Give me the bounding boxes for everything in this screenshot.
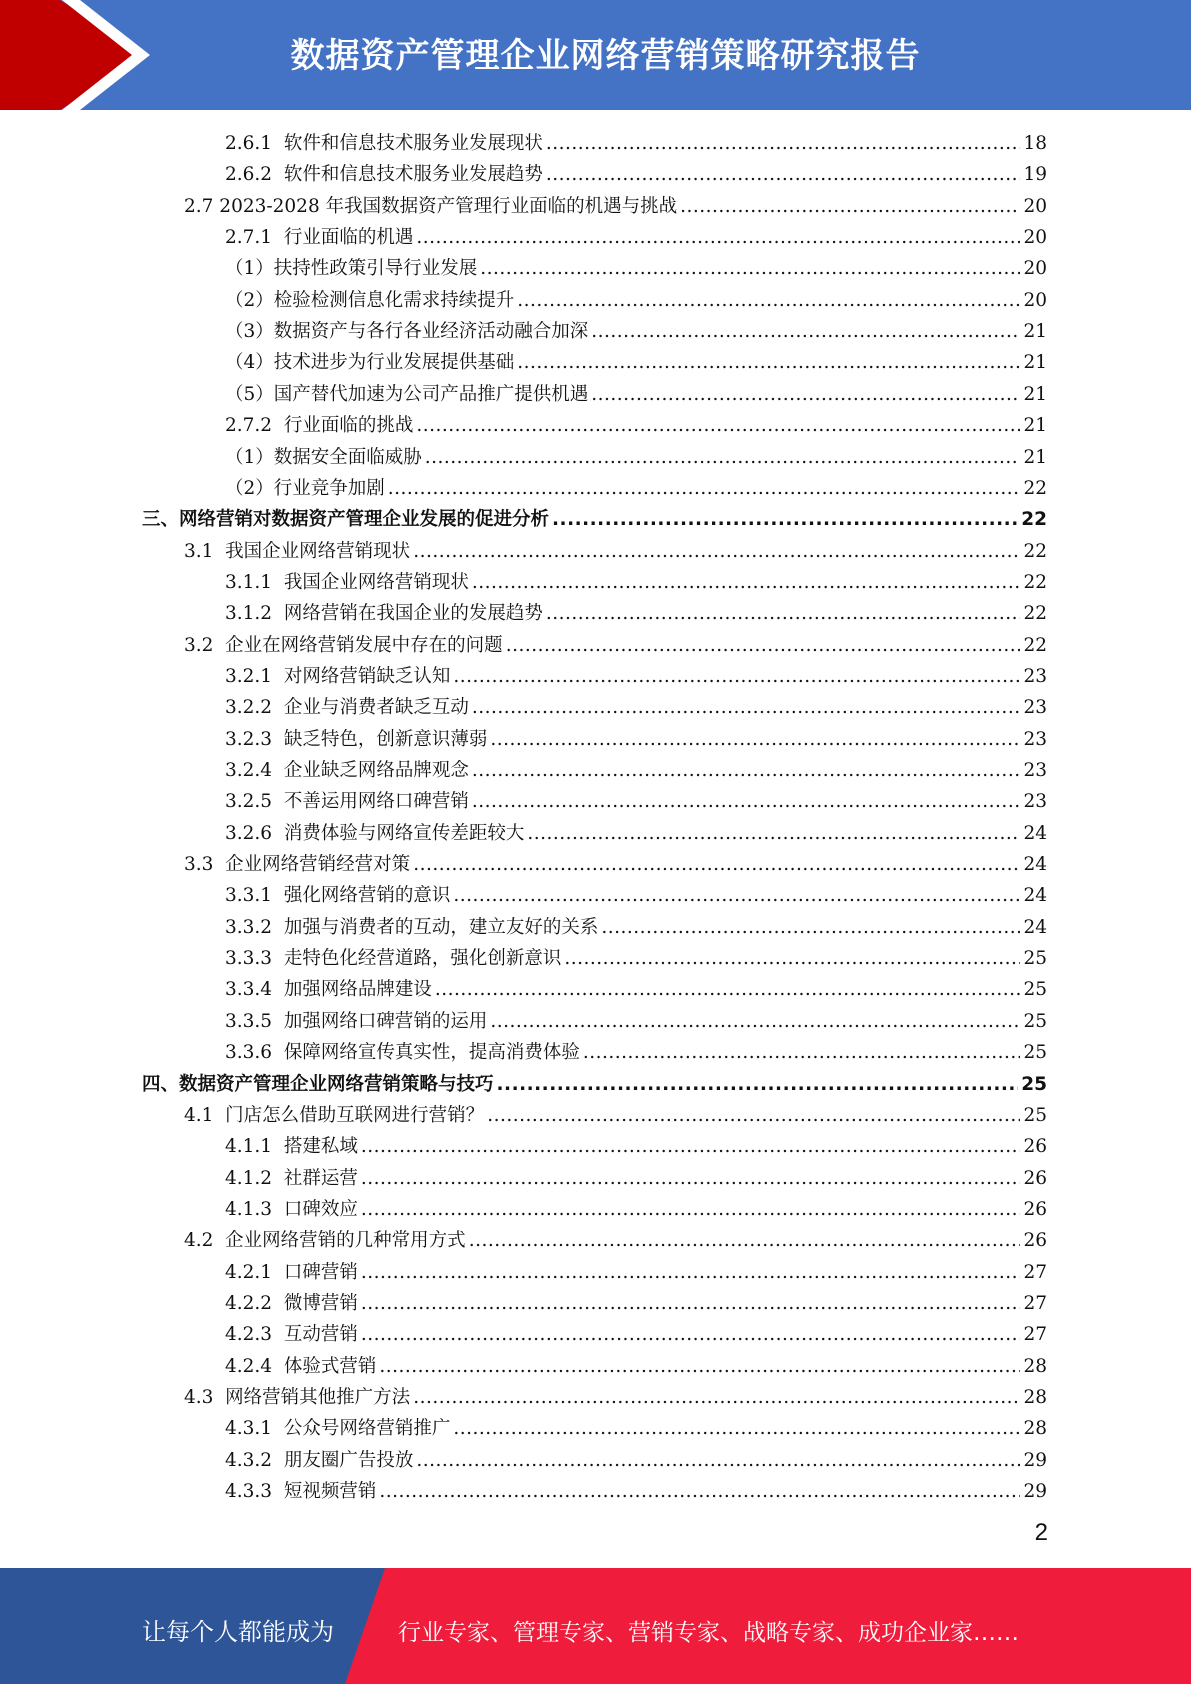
toc-entry[interactable] (184, 536, 1047, 567)
toc-leader-dots (361, 1194, 1021, 1225)
toc-leader-dots (472, 692, 1021, 723)
toc-entry-label: 4.3 网络营销其他推广方法 (184, 1387, 411, 1408)
toc-entry-label: 2.6.1 软件和信息技术服务业发展现状 (225, 133, 543, 154)
toc-entry[interactable] (225, 410, 1047, 441)
toc-entry-page: 21 (1023, 415, 1047, 437)
toc-entry[interactable] (225, 724, 1047, 755)
toc-entry[interactable] (225, 1131, 1047, 1162)
toc-entry[interactable] (184, 1100, 1047, 1131)
toc-entry[interactable] (225, 1006, 1047, 1037)
toc-entry-page: 26 (1023, 1198, 1047, 1220)
toc-entry[interactable] (142, 504, 1047, 535)
toc-entry-label: 3.1 我国企业网络营销现状 (184, 540, 411, 562)
toc-entry[interactable] (225, 285, 1047, 316)
toc-entry-page: 25 (1023, 1104, 1047, 1126)
toc-entry[interactable] (225, 692, 1047, 723)
toc-leader-dots (379, 1351, 1020, 1382)
toc-entry-page: 23 (1023, 697, 1047, 719)
toc-entry-label: （3）数据资产与各行各业经济活动融合加深 (225, 321, 589, 343)
toc-entry[interactable] (225, 1413, 1047, 1444)
toc-leader-dots (497, 1069, 1019, 1100)
toc-entry-label: 4.2.1 口碑营销 (225, 1261, 358, 1283)
toc-entry-label: （1）数据安全面临威胁 (225, 446, 422, 468)
toc-entry[interactable] (184, 849, 1047, 880)
toc-entry-label: 四、数据资产管理企业网络营销策略与技巧 (142, 1073, 494, 1095)
toc-leader-dots (416, 222, 1020, 253)
toc-leader-dots (680, 191, 1020, 222)
toc-entry-page: 21 (1023, 383, 1047, 405)
page-footer (0, 1568, 1191, 1684)
toc-leader-dots (517, 347, 1020, 378)
toc-leader-dots (413, 1382, 1020, 1413)
toc-entry-label: （5）国产替代加速为公司产品推广提供机遇 (225, 383, 589, 405)
toc-entry[interactable] (225, 442, 1047, 473)
toc-leader-dots (453, 880, 1020, 911)
toc-leader-dots (517, 285, 1020, 316)
toc-entry-label: 3.3.1 强化网络营销的意识 (225, 885, 451, 907)
toc-entry-page: 20 (1023, 195, 1047, 217)
toc-entry[interactable] (225, 316, 1047, 347)
toc-entry[interactable] (225, 1257, 1047, 1288)
toc-entry[interactable] (225, 880, 1047, 911)
toc-entry-label: 2.6.2 软件和信息技术服务业发展趋势 (225, 164, 543, 186)
toc-entry-label: （1）扶持性政策引导行业发展 (225, 258, 478, 280)
toc-leader-dots (546, 598, 1021, 629)
toc-entry-page: 22 (1023, 540, 1047, 562)
toc-entry[interactable] (225, 1445, 1047, 1476)
toc-entry-page: 25 (1023, 948, 1047, 970)
toc-entry[interactable] (225, 755, 1047, 786)
toc-entry[interactable] (184, 1382, 1047, 1413)
toc-entry[interactable] (142, 1069, 1047, 1100)
toc-entry-label: 4.2.2 微博营销 (225, 1292, 358, 1314)
toc-entry-page: 27 (1023, 1261, 1047, 1283)
toc-entry-label: 3.2.2 企业与消费者缺乏互动 (225, 697, 469, 719)
toc-entry[interactable] (225, 1319, 1047, 1350)
toc-leader-dots (490, 1006, 1020, 1037)
toc-entry-label: 3.2 企业在网络营销发展中存在的问题 (184, 634, 503, 656)
toc-leader-dots (361, 1163, 1021, 1194)
toc-entry-label: （4）技术进步为行业发展提供基础 (225, 352, 515, 374)
toc-leader-dots (552, 504, 1018, 535)
footer-slogan-left: 让每个人都能成为 (142, 1618, 334, 1646)
document-title: 数据资产管理企业网络营销策略研究报告 (290, 36, 921, 76)
toc-leader-dots (546, 128, 1021, 159)
toc-entry-label: （2）行业竞争加剧 (225, 477, 385, 499)
toc-entry-label: 3.3.3 走特色化经营道路，强化创新意识 (225, 948, 562, 970)
toc-entry-page: 20 (1023, 227, 1047, 249)
toc-entry-page: 21 (1023, 352, 1047, 374)
toc-entry-label: 3.3.6 保障网络宣传真实性，提高消费体验 (225, 1042, 580, 1064)
page-header (0, 0, 1191, 110)
toc-entry-label: 4.1.1 搭建私域 (225, 1136, 358, 1158)
toc-entry[interactable] (225, 347, 1047, 378)
toc-entry-page: 28 (1023, 1355, 1047, 1377)
toc-entry-label: 3.2.1 对网络营销缺乏认知 (225, 665, 451, 687)
toc-leader-dots (472, 786, 1021, 817)
toc-leader-dots (490, 724, 1020, 755)
toc-entry-label: 4.1.3 口碑效应 (225, 1198, 358, 1220)
toc-entry-page: 22 (1023, 603, 1047, 625)
toc-entry-label: 4.3.1 公众号网络营销推广 (225, 1418, 451, 1440)
toc-leader-dots (472, 755, 1021, 786)
toc-entry-page: 25 (1023, 979, 1047, 1001)
toc-entry-page: 29 (1023, 1449, 1047, 1471)
toc-entry[interactable] (225, 912, 1047, 943)
toc-leader-dots (546, 159, 1021, 190)
toc-entry[interactable] (225, 567, 1047, 598)
toc-leader-dots (591, 379, 1020, 410)
toc-entry-page: 20 (1023, 289, 1047, 311)
toc-entry-page: 28 (1023, 1418, 1047, 1440)
toc-entry-page: 24 (1023, 822, 1047, 844)
toc-leader-dots (435, 974, 1021, 1005)
toc-entry[interactable] (225, 661, 1047, 692)
toc-leader-dots (487, 1100, 1020, 1131)
toc-entry-page: 23 (1023, 728, 1047, 750)
toc-leader-dots (564, 943, 1020, 974)
toc-entry[interactable] (225, 222, 1047, 253)
toc-leader-dots (527, 818, 1020, 849)
toc-entry[interactable] (225, 159, 1047, 190)
toc-entry-label: 4.1.2 社群运营 (225, 1167, 358, 1189)
toc-entry[interactable] (225, 253, 1047, 284)
toc-entry[interactable] (225, 1288, 1047, 1319)
toc-entry-label: 4.3.3 短视频营销 (225, 1481, 377, 1503)
toc-entry-page: 26 (1023, 1136, 1047, 1158)
toc-entry-label: （2）检验检测信息化需求持续提升 (225, 289, 515, 311)
page-number: 2 (1034, 1519, 1048, 1546)
toc-entry[interactable] (184, 191, 1047, 222)
toc-leader-dots (583, 1037, 1021, 1068)
toc-entry-label: 4.2.4 体验式营销 (225, 1355, 377, 1377)
toc-entry-label: 2.7.2 行业面临的挑战 (225, 415, 414, 437)
toc-entry-label: 3.2.5 不善运用网络口碑营销 (225, 791, 469, 813)
toc-entry-label: 3.2.4 企业缺乏网络品牌观念 (225, 760, 469, 781)
toc-leader-dots (469, 1225, 1021, 1256)
toc-entry[interactable] (184, 1225, 1047, 1256)
toc-entry-page: 21 (1023, 321, 1047, 343)
toc-entry[interactable] (184, 630, 1047, 661)
toc-entry-label: 4.1 门店怎么借助互联网进行营销？ (184, 1104, 485, 1126)
toc-entry-label: 3.2.3 缺乏特色，创新意识薄弱 (225, 728, 488, 750)
toc-entry-page: 21 (1023, 446, 1047, 468)
toc-entry[interactable] (225, 1351, 1047, 1382)
toc-entry-label: 3.3.4 加强网络品牌建设 (225, 979, 432, 1001)
toc-entry[interactable] (225, 943, 1047, 974)
toc-entry-page: 25 (1023, 1010, 1047, 1032)
toc-entry[interactable] (225, 1476, 1047, 1507)
toc-entry[interactable] (225, 128, 1047, 159)
toc-entry-page: 18 (1023, 133, 1047, 154)
toc-entry-label: 3.3 企业网络营销经营对策 (184, 854, 411, 876)
toc-leader-dots (361, 1288, 1021, 1319)
toc-leader-dots (453, 1413, 1020, 1444)
toc-entry-page: 28 (1023, 1387, 1047, 1408)
toc-entry-label: 3.2.6 消费体验与网络宣传差距较大 (225, 822, 525, 844)
toc-entry[interactable] (225, 974, 1047, 1005)
toc-leader-dots (601, 912, 1020, 943)
toc-entry-page: 27 (1023, 1324, 1047, 1346)
toc-entry-page: 22 (1023, 571, 1047, 593)
toc-entry-page: 22 (1023, 477, 1047, 499)
toc-entry-label: 3.3.5 加强网络口碑营销的运用 (225, 1010, 488, 1032)
toc-entry-page: 22 (1023, 634, 1047, 656)
toc-leader-dots (453, 661, 1020, 692)
toc-entry[interactable] (225, 786, 1047, 817)
toc-entry-label: 3.3.2 加强与消费者的互动，建立友好的关系 (225, 916, 599, 938)
toc-entry-page: 27 (1023, 1292, 1047, 1314)
toc-entry-page: 22 (1021, 509, 1047, 531)
toc-leader-dots (361, 1131, 1021, 1162)
toc-entry-page: 24 (1023, 885, 1047, 907)
toc-entry[interactable] (225, 1194, 1047, 1225)
toc-entry[interactable] (225, 1163, 1047, 1194)
toc-entry[interactable] (225, 818, 1047, 849)
toc-leader-dots (413, 536, 1020, 567)
toc-entry-label: 4.2 企业网络营销的几种常用方式 (184, 1230, 466, 1252)
toc-entry-page: 23 (1023, 760, 1047, 781)
toc-entry-page: 26 (1023, 1167, 1047, 1189)
toc-entry-label: 三、网络营销对数据资产管理企业发展的促进分析 (142, 509, 550, 531)
toc-entry[interactable] (225, 473, 1047, 504)
toc-entry-page: 19 (1023, 164, 1047, 186)
toc-leader-dots (361, 1319, 1021, 1350)
toc-leader-dots (379, 1476, 1020, 1507)
toc-leader-dots (413, 849, 1020, 880)
toc-entry-page: 25 (1021, 1073, 1047, 1095)
toc-leader-dots (361, 1257, 1021, 1288)
toc-entry[interactable] (225, 379, 1047, 410)
toc-entry-label: 4.3.2 朋友圈广告投放 (225, 1449, 414, 1471)
footer-slogan-right: 行业专家、管理专家、营销专家、战略专家、成功企业家…… (398, 1620, 1019, 1646)
toc-leader-dots (388, 473, 1021, 504)
toc-entry-label: 4.2.3 互动营销 (225, 1324, 358, 1346)
toc-entry-page: 29 (1023, 1481, 1047, 1503)
toc-entry-label: 2.7.1 行业面临的机遇 (225, 227, 414, 249)
toc-entry[interactable] (225, 598, 1047, 629)
toc-entry-page: 25 (1023, 1042, 1047, 1064)
toc-entry-label: 2.7 2023-2028 年我国数据资产管理行业面临的机遇与挑战 (184, 195, 678, 217)
toc-leader-dots (506, 630, 1021, 661)
toc-leader-dots (416, 1445, 1020, 1476)
toc-leader-dots (472, 567, 1021, 598)
toc-entry-page: 23 (1023, 791, 1047, 813)
toc-leader-dots (480, 253, 1020, 284)
toc-leader-dots (416, 410, 1020, 441)
toc-entry-label: 3.1.1 我国企业网络营销现状 (225, 571, 469, 593)
toc-entry-page: 24 (1023, 916, 1047, 938)
toc-entry-page: 26 (1023, 1230, 1047, 1252)
toc-entry-page: 20 (1023, 258, 1047, 280)
toc-entry-page: 24 (1023, 854, 1047, 876)
toc-entry-label: 3.1.2 网络营销在我国企业的发展趋势 (225, 603, 543, 625)
toc-leader-dots (425, 442, 1021, 473)
toc-entry[interactable] (225, 1037, 1047, 1068)
toc-leader-dots (591, 316, 1020, 347)
toc-entry-page: 23 (1023, 665, 1047, 687)
